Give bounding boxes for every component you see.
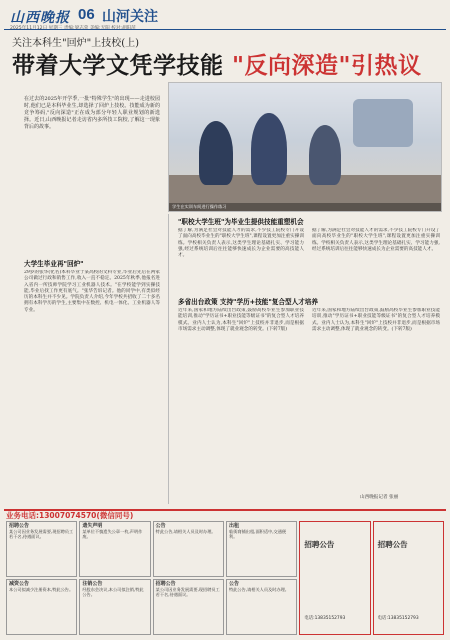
article-subtitle: 关注本科生"回炉"上技校(上) [12,38,140,49]
ad-text: 经股东会决议,本公司拟注销,特此公告。 [82,587,144,598]
ad-item [79,521,150,577]
headline-part-quote: "反向深造"引热议 [232,53,422,79]
column-text: 据了解,为满足社会对技能人才的需求,不少技工院校专门开设了面向高校毕业生的"职校大学生班",课程设置更加注重实操训练。学校相关负责人表示,这类学生理论基础扎实、学习能力强,经过系统培训后往往能够快速成长为企业需要的高技能人才。 [178,228,304,259]
recruit-phone: 电话:13835152793 [377,616,419,621]
masthead-rule [4,29,446,30]
recruit-title: 招聘公告 [304,540,335,549]
photo-person [309,125,341,185]
headline-part-a: 带着大学文凭学技能 [12,53,233,79]
ad-item [79,579,150,635]
ad-text: 某公司因业务发展需要,现招聘员工若干名,待遇面议。 [9,529,74,540]
ad-item [6,579,77,635]
ad-title: 注销公告 [82,581,103,587]
photo-machine [353,99,413,147]
ad-title: 公告 [155,523,166,529]
reporter-credit: 山西晚报记者 张丽 [360,495,399,500]
section-title: 山河关注 [102,9,158,25]
ad-title: 减资公告 [9,581,30,587]
masthead [4,3,446,29]
section-heading: "职校大学生班"为毕业生提供技能重塑机会 [178,218,304,226]
newspaper-logo: 山西晚报 [10,10,70,26]
ads-grid [6,521,444,635]
ad-text: 特此公告,请相关人员及时办理。 [155,529,216,535]
ad-title: 遗失声明 [82,523,103,529]
column-text: 近年来,国家和地方陆续出台政策,鼓励高校毕业生参加职业技能培训,推动"学历证书+职业技能等级证书"的复合型人才培养模式。业内人士认为,本科生"回炉"上技校并非退步,而是根据市场需求主动调整,体现了就业观念的转变。(下转7版) [312,308,440,332]
ad-title: 出租 [229,523,240,529]
article-photo [168,82,442,212]
ad-text: 特此公告,请相关人员及时办理。 [229,587,289,593]
column-divider [168,214,169,504]
ad-text: 某单位不慎遗失公章一枚,声明作废。 [82,529,143,540]
column-text: 29岁的张华(化名)本科毕业于某高校的文科专业,毕业后先后在两家公司做过行政和销售工作,收入一直不稳定。2025年秋季,他报名进入省内一所技师学院学习工业机器人技术。"在学校能学到实操技能,毕业后找工作更有底气。"张华告诉记者。他的同学中,有类似经历的本科生并不少见。学院负责人介绍,今年学校共招收了二十多名拥有本科学历的学生,主要集中在数控、机电一体化、工业机器人等专业。 [24,270,160,313]
ad-item [153,579,224,635]
ad-recruit-box [299,521,370,635]
ad-recruit-box [373,521,444,635]
page-number: 06 [78,6,95,23]
ad-item [226,579,297,635]
ad-text: 本公司拟减少注册资本,特此公告。 [9,587,74,593]
ads-hotline: 业务电话:13007074570(微信同号) [6,511,134,520]
photo-person [251,113,287,185]
ad-text: 临街商铺出租,面积适中,交通便利。 [229,529,287,540]
recruit-phone: 电话:13835152793 [304,616,346,621]
photo-caption: 学生在实训车间进行操作练习 [169,203,441,211]
section-heading: 大学生毕业再"回炉" [24,260,84,268]
ad-item [226,521,297,577]
ad-title: 公告 [229,581,240,587]
column-text: 近年来,国家和地方陆续出台政策,鼓励高校毕业生参加职业技能培训,推动"学历证书+职业技能等级证书"的复合型人才培养模式。业内人士认为,本科生"回炉"上技校并非退步,而是根据市场需求主动调整,体现了就业观念的转变。(下转7版) [178,308,304,332]
dateline [10,25,136,31]
column-text: 据了解,为满足社会对技能人才的需求,不少技工院校专门开设了面向高校毕业生的"职校大学生班",课程设置更加注重实操训练。学校相关负责人表示,这类学生理论基础扎实、学习能力强,经过系统培训后往往能够快速成长为企业需要的高技能人才。 [312,228,440,252]
ad-item [153,521,224,577]
article-headline [12,47,421,80]
ad-text: 某公司因业务发展需要,现招聘员工若干名,待遇面议。 [155,587,220,598]
recruit-title: 招聘公告 [377,540,408,549]
ad-item [6,521,77,577]
ad-title: 招聘公告 [155,581,176,587]
article-lede: 在过去的2025年开学季,一批"特殊学生"的出现——走进校园时,他们已是本科毕业生,却选择了回炉上技校。技能成为新的竞争筹码,"反向深造"正在成为部分年轻人职业规划的新选择。近日,山西晚报记者走访省内多所技工院校,了解这一现象背后的故事。 [24,96,160,130]
ad-title: 招聘公告 [9,523,30,529]
section-heading: 多省出台政策 支持"学历+技能"复合型人才培养 [178,298,318,306]
photo-person [199,121,233,185]
